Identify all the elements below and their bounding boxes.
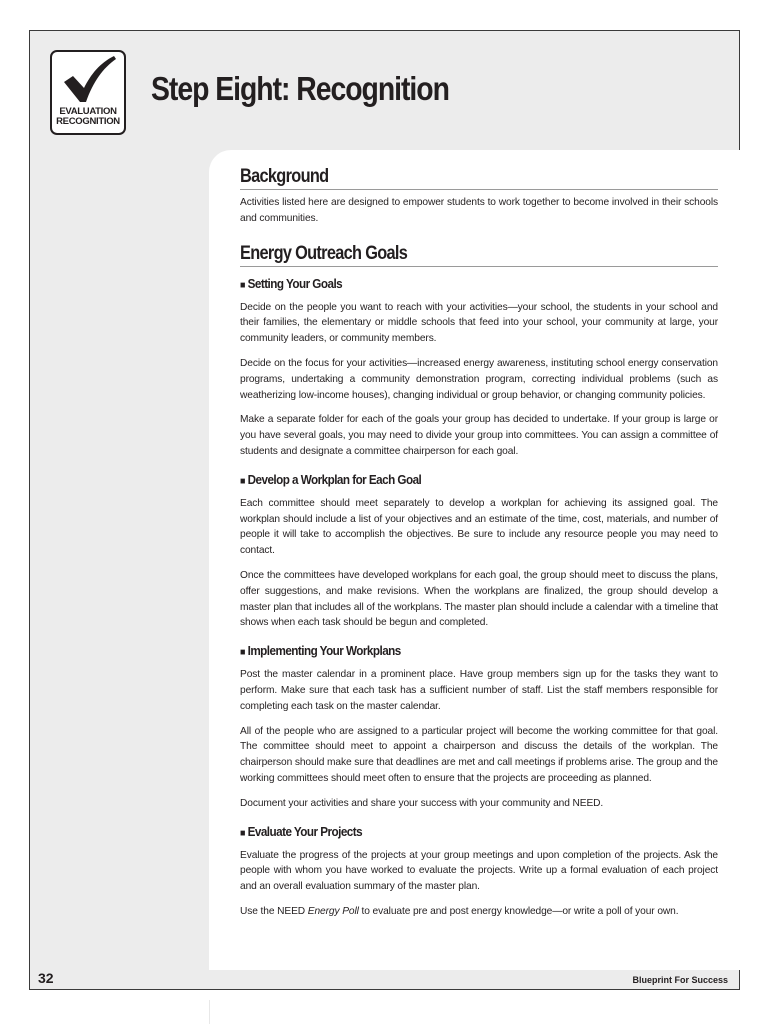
setting-goals-heading bbox=[240, 276, 718, 294]
page-title: Step Eight: Recognition bbox=[151, 70, 449, 107]
implementing-paragraph-3: Document your activities and share your success with your community and NEED. bbox=[240, 797, 604, 809]
evaluate-p2-before: Use the NEED bbox=[240, 905, 308, 917]
evaluate-p2-after: to evaluate pre and post energy knowledge—or write a poll of your own. bbox=[358, 905, 679, 917]
goals-heading bbox=[240, 243, 718, 267]
square-bullet-icon: ■ bbox=[240, 827, 245, 839]
goals-heading-text: Energy Outreach Goals bbox=[240, 242, 408, 264]
checkmark-icon bbox=[60, 54, 118, 106]
implementing-heading bbox=[240, 643, 718, 661]
implementing-paragraph-1: Post the master calendar in a prominent place. Have group members sign up for the tasks they want to perform. Make sure that each task has a sufficient number of staff. List the staff members responsible for completing each task on the master calendar. bbox=[240, 669, 718, 712]
footer-label: Blueprint For Success bbox=[632, 975, 728, 985]
evaluate-paragraph-2 bbox=[240, 904, 718, 920]
content bbox=[240, 166, 718, 920]
evaluation-recognition-badge bbox=[50, 50, 126, 135]
background-text: Activities listed here are designed to empower students to work together to become involved in their schools and communities. bbox=[240, 197, 718, 224]
badge-label bbox=[52, 107, 124, 127]
workplan-paragraph-1: Each committee should meet separately to develop a workplan for achieving its assigned goal. The workplan should include a list of your objectives and an estimate of the time, cost, materials, and number of people it will take to accomplish the objectives. Be sure to include any resource people you may need to contact. bbox=[240, 497, 718, 557]
energy-poll-title: Energy Poll bbox=[307, 905, 359, 917]
implementing-heading-text: Implementing Your Workplans bbox=[247, 643, 401, 659]
setting-goals-paragraph-3: Make a separate folder for each of the goals your group has decided to undertake. If your group is large or you have several goals, you may need to divide your group into committees. You can assign a committee of students and designate a committee chairperson for each goal. bbox=[240, 414, 718, 457]
background-heading-text: Background bbox=[240, 166, 329, 187]
badge-label-line1: EVALUATION bbox=[59, 106, 117, 117]
square-bullet-icon: ■ bbox=[240, 279, 245, 291]
badge-label-line2: RECOGNITION bbox=[56, 116, 120, 127]
page-number: 32 bbox=[38, 970, 54, 986]
workplan-heading-text: Develop a Workplan for Each Goal bbox=[247, 471, 422, 487]
evaluate-paragraph-1: Evaluate the progress of the projects at your group meetings and upon completion of the projects. Ask the people with whom you have worked to evaluate the projects. Write up a formal evaluation of each project and an overall evaluation summary of the master plan. bbox=[240, 849, 718, 893]
workplan-paragraph-2: Once the committees have developed workplans for each goal, the group should meet to discuss the plans, offer suggestions, and make revisions. When the workplans are finalized, the group should develop a master plan that includes all of the workplans. The master plan should include a calendar with a timeline that shows when each task should be begun and completed. bbox=[240, 569, 718, 629]
square-bullet-icon: ■ bbox=[240, 647, 245, 659]
square-bullet-icon: ■ bbox=[240, 475, 245, 487]
setting-goals-heading-text: Setting Your Goals bbox=[247, 275, 343, 291]
evaluate-heading bbox=[240, 824, 718, 842]
setting-goals-paragraph-1: Decide on the people you want to reach with your activities—your school, the students in your school and their families, the elementary or middle schools that feed into your school, your community at large, your community leaders, or community members. bbox=[240, 301, 718, 345]
background-heading bbox=[240, 166, 718, 190]
setting-goals-paragraph-2: Decide on the focus for your activities—increased energy awareness, instituting school energy conservation programs, undertaking a community demonstration program, correcting individual problems (such as weatherizing low-income houses), changing individual or group behavior, or changing community policies. bbox=[240, 357, 718, 401]
evaluate-heading-text: Evaluate Your Projects bbox=[247, 823, 363, 839]
implementing-paragraph-2: All of the people who are assigned to a particular project will become the working committee for that goal. The committee should meet to appoint a chairperson and discuss the details of the workplan. The chairperson should make sure that deadlines are met and call meetings if problems arise. The group and the working committees should meet often to ensure that the projects are proceeding as planned. bbox=[240, 725, 718, 784]
workplan-heading bbox=[240, 472, 718, 490]
bottom-panel-edge bbox=[209, 1000, 741, 1024]
